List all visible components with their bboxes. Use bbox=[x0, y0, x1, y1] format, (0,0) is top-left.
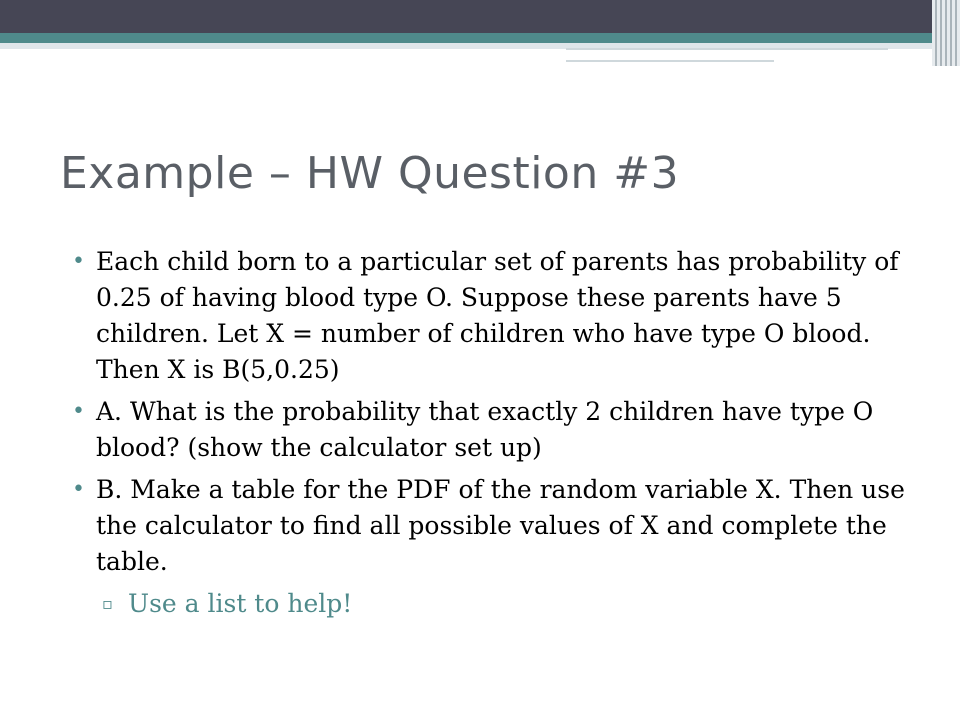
header-accent-stripe bbox=[0, 33, 960, 43]
decorative-stripes bbox=[932, 0, 960, 66]
bullet-item bbox=[72, 394, 912, 466]
bullet-marker-icon: • bbox=[72, 399, 85, 424]
bullet-text: B. Make a table for the PDF of the random variable X. Then use the calculator to find all possible values of X and complete the table. bbox=[96, 475, 905, 576]
bullet-marker-icon: • bbox=[72, 477, 85, 502]
slide-title: Example – HW Question #3 bbox=[60, 148, 680, 199]
sub-bullet-text: Use a list to help! bbox=[128, 589, 353, 618]
header-bar bbox=[0, 0, 960, 33]
bullet-text: A. What is the probability that exactly 2 children have type O blood? (show the calculator set up) bbox=[96, 397, 874, 462]
bullet-list bbox=[72, 244, 912, 622]
decorative-line bbox=[566, 48, 888, 50]
bullet-item bbox=[72, 472, 912, 580]
sub-bullet-marker-icon: ▫ bbox=[102, 594, 113, 613]
bullet-text: Each child born to a particular set of parents has probability of 0.25 of having blood type O. Suppose these parents have 5 children. Let X = number of children who have type O blood. Then X is B(5,0.25) bbox=[96, 247, 899, 384]
decorative-line bbox=[566, 60, 774, 62]
sub-bullet-item bbox=[72, 586, 912, 622]
bullet-item bbox=[72, 244, 912, 388]
bullet-marker-icon: • bbox=[72, 249, 85, 274]
